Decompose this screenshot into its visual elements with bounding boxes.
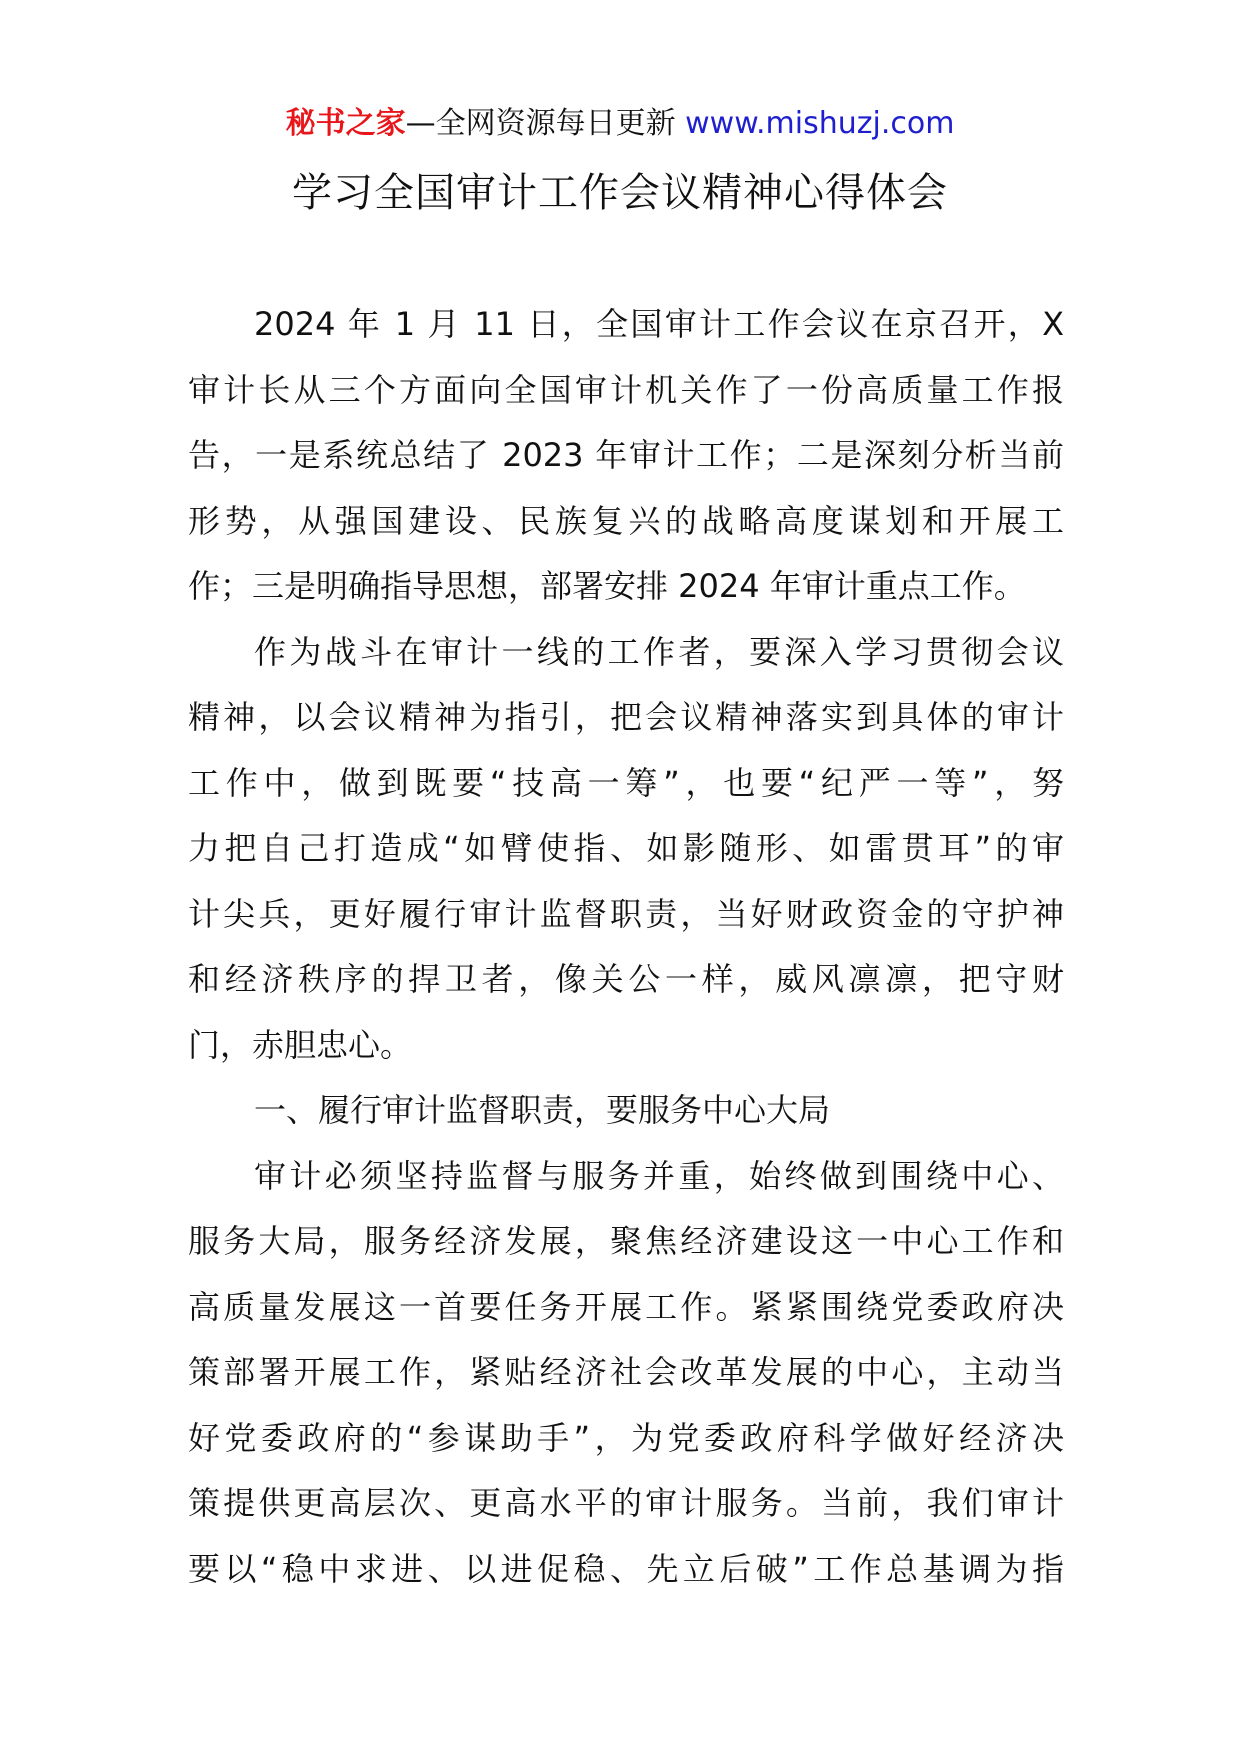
paragraph-line: 形势，从强国建设、民族复兴的战略高度谋划和开展工 [188,501,1064,540]
paragraph-line: 2024 年 1 月 11 日，全国审计工作会议在京召开，X [254,305,1064,343]
paragraph-line: 作为战斗在审计一线的工作者，要深入学习贯彻会议 [254,632,1064,671]
site-header [0,100,1240,148]
paragraph-line: 服务大局，服务经济发展，聚焦经济建设这一中心工作和 [188,1222,1064,1260]
paragraph-line: 策部署开展工作，紧贴经济社会改革发展的中心，主动当 [188,1353,1064,1391]
document-body [188,292,1064,1602]
paragraph-line: 计尖兵，更好履行审计监督职责，当好财政资金的守护神 [188,894,1064,933]
site-url-link[interactable]: www.mishuzj.com [685,106,955,141]
header-tagline: —全网资源每日更新 [405,106,676,141]
paragraph-line: 审计长从三个方面向全国审计机关作了一份高质量工作报 [188,370,1064,409]
paragraph-line: 策提供更高层次、更高水平的审计服务。当前，我们审计 [188,1484,1064,1522]
paragraph-line: 精神，以会议精神为指引，把会议精神落实到具体的审计 [188,698,1064,736]
paragraph-line: 和经济秩序的捍卫者，像关公一样，威风凛凛，把守财 [188,960,1064,998]
paragraph-line: 高质量发展这一首要任务开展工作。紧紧围绕党委政府决 [188,1287,1064,1326]
paragraph-line: 好党委政府的“参谋助手”，为党委政府科学做好经济决 [188,1418,1064,1457]
paragraph-line: 作；三是明确指导思想，部署安排 2024 年审计重点工作。 [188,567,1026,605]
brand-name: 秘书之家 [285,106,406,141]
paragraph-line: 告，一是系统总结了 2023 年审计工作；二是深刻分析当前 [188,436,1064,474]
paragraph-line: 力把自己打造成“如臂使指、如影随形、如雷贯耳”的审 [188,829,1064,867]
paragraph-line: 工作中，做到既要“技高一筹”，也要“纪严一等”，努 [188,763,1064,802]
section-heading: 一、履行审计监督职责，要服务中心大局 [254,1091,831,1129]
paragraph-line: 要以“稳中求进、以进促稳、先立后破”工作总基调为指 [188,1549,1064,1588]
paragraph-line: 审计必须坚持监督与服务并重，始终做到围绕中心、 [254,1156,1064,1195]
document-title: 学习全国审计工作会议精神心得体会 [292,170,948,216]
paragraph-line: 门，赤胆忠心。 [188,1025,413,1064]
